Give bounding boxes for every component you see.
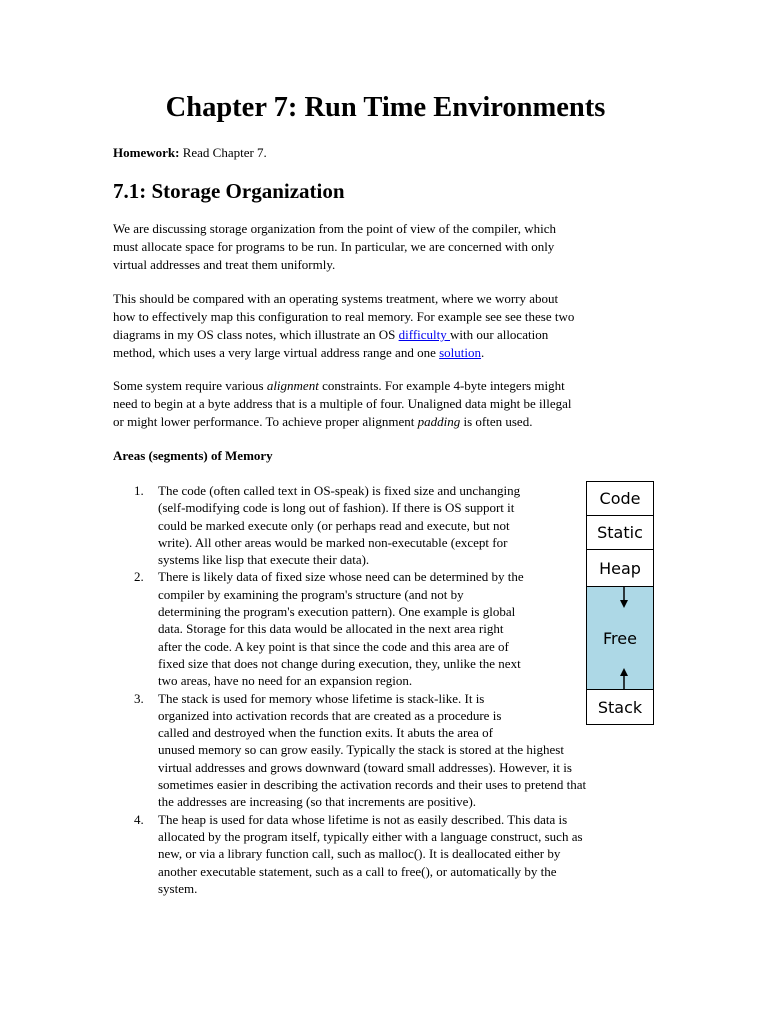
memory-layout-diagram bbox=[586, 481, 654, 723]
padding-term: padding bbox=[417, 414, 461, 429]
segment-free-label: Free bbox=[603, 628, 637, 648]
text-line: two areas, have no need for an expansion region. bbox=[158, 673, 413, 689]
section-heading: 7.1: Storage Organization bbox=[113, 179, 345, 203]
segment-heap: Heap bbox=[586, 549, 654, 587]
paragraph-alignment bbox=[113, 377, 658, 431]
text-line: compiler by examining the program's structure (and not by bbox=[158, 586, 464, 602]
text-line: virtual addresses and treat them uniformly. bbox=[113, 257, 336, 272]
text-line: new, or via a library function call, such as malloc(). It is deallocated either by bbox=[158, 846, 561, 862]
text-line: fixed size that does not change during execution, they, unlike the next bbox=[158, 655, 521, 671]
paragraph-storage-intro bbox=[113, 220, 658, 274]
list-number: 2. bbox=[134, 569, 144, 585]
homework-label: Homework: bbox=[113, 145, 180, 160]
text-line bbox=[113, 344, 658, 362]
text-line: determining the program's execution pattern). One example is global bbox=[158, 604, 516, 620]
text-line: systems like lisp that execute their data). bbox=[158, 552, 370, 568]
text-line: the addresses are increasing (so that increments are positive). bbox=[158, 794, 477, 810]
text-line: called and destroyed when the function exits. It abuts the area of bbox=[158, 725, 493, 741]
text-line: system. bbox=[158, 880, 198, 896]
text-line: There is likely data of fixed size whose need can be determined by the bbox=[158, 569, 524, 585]
segment-stack: Stack bbox=[586, 689, 654, 725]
text-segment: diagrams in my OS class notes, which illustrate an OS bbox=[113, 327, 399, 342]
text-line: after the code. A key point is that since the code and this area are of bbox=[158, 638, 509, 654]
chapter-title: Chapter 7: Run Time Environments bbox=[165, 92, 606, 123]
text-line: must allocate space for programs to be run. In particular, we are concerned with only bbox=[113, 239, 555, 254]
list-item bbox=[113, 568, 658, 689]
text-segment: Some system require various bbox=[113, 378, 267, 393]
list-number: 4. bbox=[134, 811, 144, 827]
paragraph-os-comparison bbox=[113, 290, 658, 362]
text-line: (self-modifying code is long out of fashion). If there is OS support it bbox=[158, 500, 515, 516]
text-line: sometimes easier in describing the activation records and their uses to pretend that bbox=[158, 777, 587, 793]
segment-static: Static bbox=[586, 515, 654, 550]
homework-text: Read Chapter 7. bbox=[179, 145, 267, 160]
text-segment: . bbox=[481, 345, 485, 360]
subheading-memory-areas: Areas (segments) of Memory bbox=[113, 448, 273, 463]
text-line: virtual addresses and grows downward (toward small addresses). However, it is bbox=[158, 759, 572, 775]
text-line: This should be compared with an operating systems treatment, where we worry about bbox=[113, 291, 559, 306]
text-line bbox=[113, 413, 658, 431]
text-line: We are discussing storage organization from the point of view of the compiler, which bbox=[113, 221, 556, 236]
text-line: The code (often called text in OS-speak) is fixed size and unchanging bbox=[158, 483, 521, 498]
text-segment: or might lower performance. To achieve proper alignment bbox=[113, 414, 418, 429]
arrow-up-icon bbox=[619, 667, 629, 689]
memory-areas-list bbox=[113, 482, 658, 897]
text-line: could be marked execute only (or perhaps read and execute, but not bbox=[158, 517, 510, 533]
list-item bbox=[113, 811, 658, 897]
alignment-term: alignment bbox=[266, 378, 319, 393]
text-line: allocated by the program itself, typically either with a language construct, such as bbox=[158, 828, 583, 844]
text-line: data. Storage for this data would be allocated in the next area right bbox=[158, 621, 504, 637]
difficulty-link[interactable]: difficulty bbox=[398, 327, 450, 342]
text-segment: constraints. For example 4-byte integers might bbox=[318, 378, 565, 393]
text-line bbox=[113, 326, 658, 344]
list-item bbox=[113, 482, 658, 568]
list-number: 1. bbox=[134, 483, 144, 498]
solution-link[interactable]: solution bbox=[439, 345, 482, 360]
text-line: need to begin at a byte address that is a multiple of four. Unaligned data might be illegal bbox=[113, 396, 572, 411]
homework-line bbox=[113, 144, 267, 161]
text-line: another executable statement, such as a call to free(), or automatically by the bbox=[158, 863, 557, 879]
list-item bbox=[113, 690, 658, 811]
text-segment: method, which uses a very large virtual address range and one bbox=[113, 345, 440, 360]
text-line: organized into activation records that are created as a procedure is bbox=[158, 707, 502, 723]
text-line: unused memory so can grow easily. Typically the stack is stored at the highest bbox=[158, 742, 564, 758]
segment-code: Code bbox=[586, 481, 654, 516]
text-line: write). All other areas would be marked non-executable (except for bbox=[158, 534, 508, 550]
text-line: The stack is used for memory whose lifetime is stack-like. It is bbox=[158, 690, 485, 706]
list-number: 3. bbox=[134, 690, 144, 706]
text-segment: is often used. bbox=[460, 414, 533, 429]
text-segment: with our allocation bbox=[450, 327, 549, 342]
text-line: how to effectively map this configuration to real memory. For example see see these two bbox=[113, 309, 575, 324]
text-line bbox=[113, 377, 658, 395]
text-line: The heap is used for data whose lifetime is not as easily described. This data is bbox=[158, 811, 568, 827]
arrow-down-icon bbox=[619, 587, 629, 609]
